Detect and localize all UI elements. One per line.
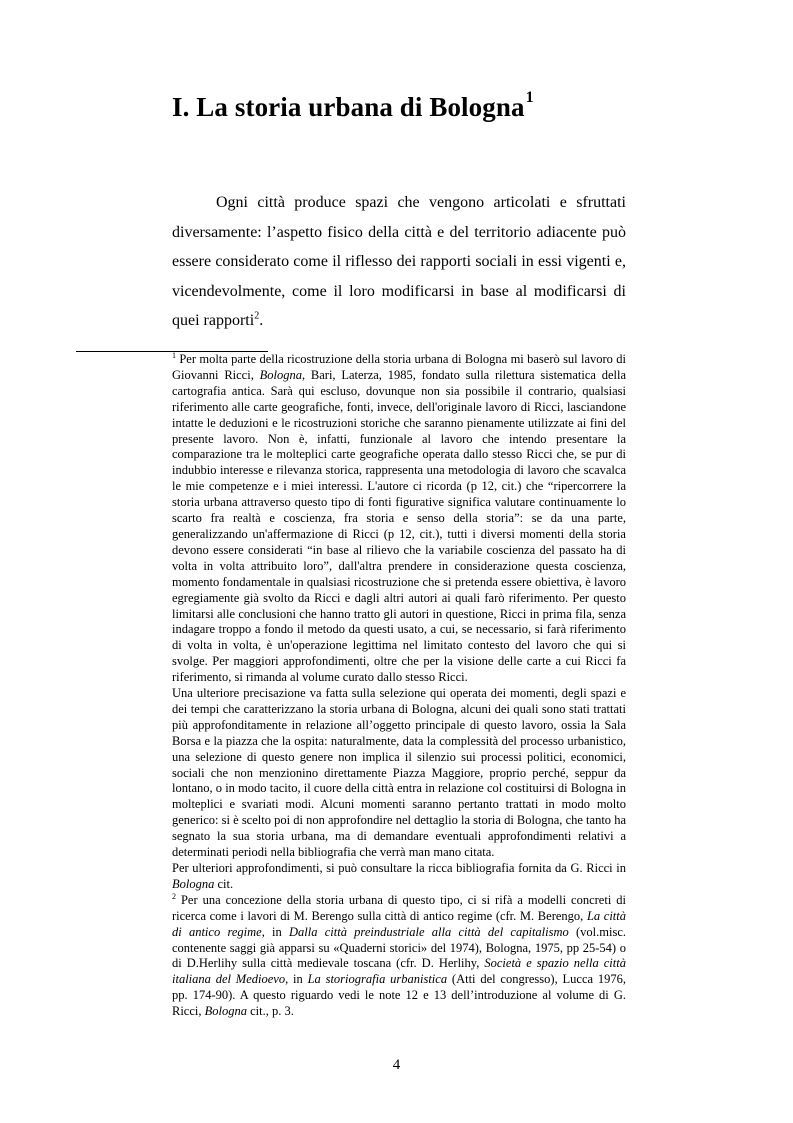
- footnote-1-text: Per molta parte della ricostruzione della storia urbana di Bologna mi baserò sul lavoro di Giovanni Ricci,: [172, 352, 626, 382]
- heading-footnote-ref[interactable]: 1: [525, 89, 534, 106]
- footnote-1-p3-book-title: Bologna: [172, 876, 215, 891]
- footnote-1-text-cont: , Bari, Laterza, 1985, fondato sulla rilettura sistematica della cartografia antica. Sarà qui escluso, dovunque non sia possibile il contrario, qualsiasi riferimento alle carte geografiche, fonti, invece, dell'originale lavoro di Ricci, lasciandone intatte le deduzioni e le ricostruzioni storiche che saranno pienamente utilizzate ai fini del presente lavoro. Non è, infatti, funzionale al lavoro che intendo presentare la comparazione tra le molteplici carte geografiche operata dallo stesso Ricci che, se pur di indubbio interesse e rilevanza storica, rappresenta una metodologia di lavoro che scavalca le mie competenze e i miei interessi. L'autore ci ricorda (p 12, cit.) che “ripercorrere la storia urbana attraverso questo tipo di fonti figurative significa valutare continuamente lo scarto fra realtà e coscienza, fra storia e senso della storia”: se da una parte, generalizzando un'affermazione di Ricci (p 12, cit.), tutti i diversi momenti della storia devono essere considerati “in base al rilievo che la variabile coscienza del passato ha di volta in volta attribuito loro”, dall'altra prendere in considerazione questa coscienza, momento fondamentale in qualsiasi ricostruzione che si pretenda essere obiettiva, è lavoro egregiamente già svolto da Ricci e dagli altri autori ai quali farò riferimento. Per questo limitarsi alle conclusioni che hanno tratto gli autori in questione, Ricci in prima fila, senza indagare troppo a fondo il metodo da questi usato, a cui, se necessario, si farà riferimento di volta in volta, è un'operazione legittima nel limitato contesto del lavoro che qui si svolge. Per maggiori approfondimenti, oltre che per la visione delle carte a cui Ricci fa riferimento, si rimanda al volume curato dallo stesso Ricci.: [172, 367, 627, 685]
- footnote-1-paragraph-2: Una ulteriore precisazione va fatta sulla selezione qui operata dei momenti, degli spazi e dei tempi che caratterizzano la storia urbana di Bologna, alcuni dei quali sono stati trattati più approfonditamente in relazione all’oggetto principale di questo lavoro, ossia la Sala Borsa e la piazza che la ospita: naturalmente, data la complessità del processo urbanistico, una selezione di questo genere non implica il silenzio sui processi politici, economici, sociali che non menzionino direttamente Piazza Maggiore, proprio perché, seppur da lontano, o in modo tacito, il cuore della città entra in relazione col costituirsi di Bologna in molteplici e svariati modi. Alcuni momenti saranno pertanto trattati in modo molto generico: si è scelto poi di non approfondire nel dettaglio la storia di Bologna, che tanto ha segnato la sua storia urbana, ma di demandare eventuali approfondimenti relativi a determinati periodi nella bibliografia che verrà man mano citata.: [172, 686, 626, 860]
- footnote-2-text-c: , in: [261, 924, 290, 939]
- footnote-2-text-a: Per una concezione della storia urbana di questo tipo, ci si rifà a modelli concreti di ricerca come i lavori di M. Berengo sulla città di antico regime (cfr. M. Berengo,: [172, 892, 626, 923]
- page-number: 4: [392, 1057, 401, 1073]
- body-text-end: .: [259, 312, 264, 329]
- footnote-1-paragraph-3: [172, 861, 626, 893]
- footnote-1-marker: 1: [172, 350, 176, 360]
- footnote-1-paragraph: [172, 352, 626, 686]
- footnote-2-title-h: La storiografia urbanistica: [307, 972, 448, 987]
- footnote-2-title-j: Bologna: [204, 1004, 247, 1019]
- footnote-2-text-i: (Atti del congresso), Lucca 1976, pp. 174-90). A questo riguardo vedi le note 12 e 13 dell’introduzione al volume di G. Ricci,: [172, 972, 626, 1019]
- chapter-heading: [172, 89, 534, 123]
- footnote-1-p3-end: cit.: [214, 876, 234, 891]
- footnote-1-p3-text: Per ulteriori approfondimenti, si può consultare la ricca bibliografia fornita da G. Ricci in: [172, 861, 626, 875]
- body-paragraph: [172, 188, 626, 336]
- footnote-2-text-k: cit., p. 3.: [247, 1004, 294, 1019]
- body-footnote-ref[interactable]: 2: [254, 310, 260, 322]
- footnote-2-title-b: La città di antico regime: [172, 908, 626, 939]
- footnote-2-paragraph: [172, 893, 626, 1020]
- footnotes: [172, 352, 626, 1020]
- footnote-2-marker: 2: [172, 891, 176, 901]
- footnote-1-book-title: Bologna: [259, 367, 302, 382]
- footnote-2-title-d: Dalla città preindustriale alla città del capitalismo: [289, 924, 569, 939]
- chapter-heading-text: I. La storia urbana di Bologna: [172, 92, 525, 122]
- footnote-2-text-e: (vol.misc. contenente saggi già apparsi su «Quaderni storici» del 1974), Bologna, 1975, pp 25-54) o di D.Herlihy sulla città medievale toscana (cfr. D. Herlihy,: [172, 924, 626, 971]
- body-text: Ogni città produce spazi che vengono articolati e sfruttati diversamente: l’aspetto fisico della città e del territorio adiacente può essere considerato come il riflesso dei rapporti sociali in essi vigenti e, vicendevolmente, come il loro modificarsi in base al modificarsi di quei rapporti: [172, 194, 626, 329]
- footnote-2-text-g: , in: [285, 972, 308, 987]
- footnote-2-title-f: Società e spazio nella città italiana del Medioevo: [172, 956, 626, 987]
